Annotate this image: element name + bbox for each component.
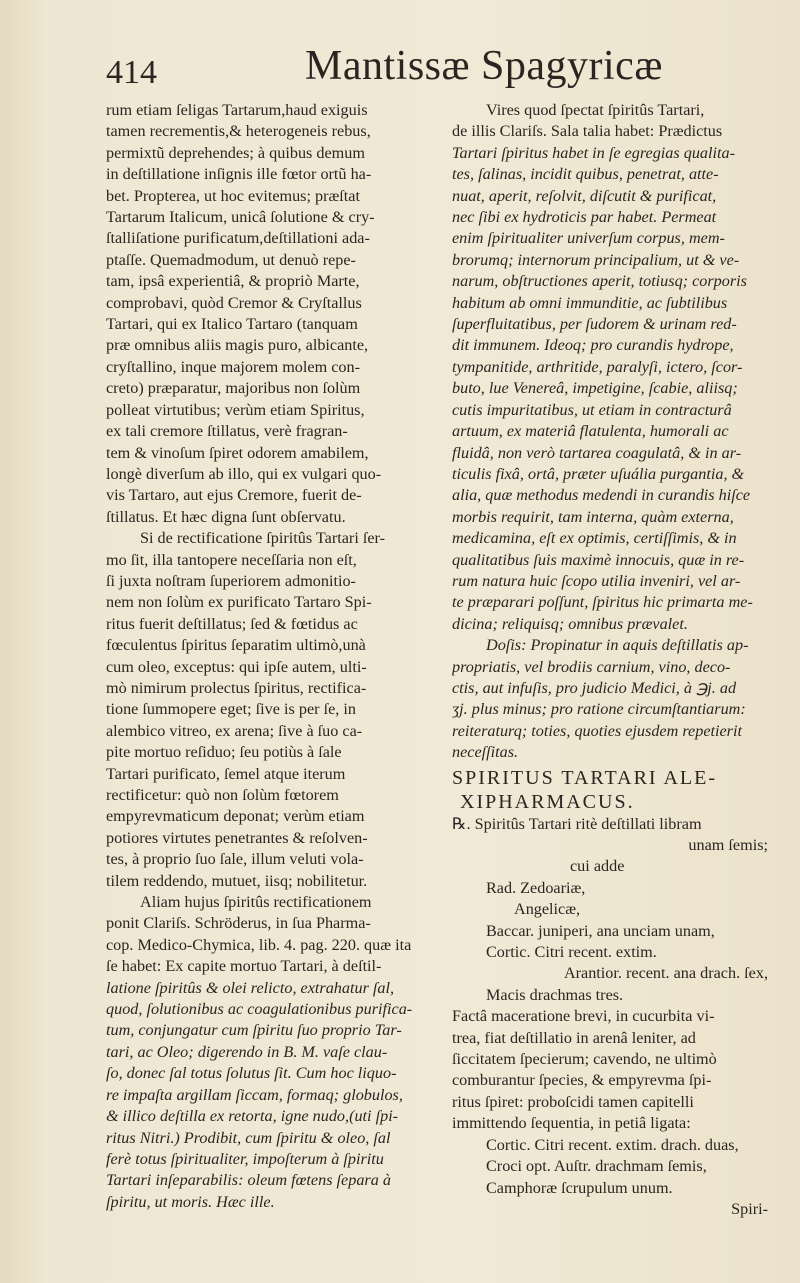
text-line: Doſis: Propinatur in aquis deſtillatis ap- [486, 636, 749, 655]
text-line: Tartari inſeparabilis: oleum fœtens ſepara à [106, 1171, 391, 1190]
text-line: ſtalliſatione purificatum,deſtillationi ada- [106, 229, 370, 248]
text-line: ritus fuerit deſtillatus; ſed & fœtidus ac [106, 614, 358, 633]
recipe-line: Angelicæ, [514, 900, 581, 919]
text-line: buto, lue Venereâ, impetigine, ſcabie, aliisq; [452, 379, 738, 398]
text-line: creto) præparatur, majoribus non ſolùm [106, 379, 361, 398]
text-line: ferè totus ſpiritualiter, impoſterum à ſpiritu [106, 1149, 384, 1168]
text-line: de illis Clariſs. Sala talia habet: Prædictus [452, 122, 723, 141]
text-line: ſi juxta noſtram ſuperiorem admonitio- [106, 571, 356, 590]
text-line: cum oleo, exceptus: qui ipſe autem, ulti- [106, 657, 367, 676]
text-line: enim ſpiritualiter univerſum corpus, mem- [452, 229, 725, 248]
text-line: Tartari purificato, ſemel atque iterum [106, 764, 346, 783]
text-line: polleat virtutibus; verùm etiam Spiritus, [106, 400, 365, 419]
text-line: medicamina, eſt ex optimis, certiſſimis, & in [452, 529, 737, 548]
recipe-line: trea, fiat deſtillatio in arenâ leniter, ad [452, 1028, 696, 1047]
text-line: quod, ſolutionibus ac coagulationibus purifica- [106, 1000, 413, 1019]
recipe-line: cui adde [570, 857, 625, 876]
text-line: Tartarum Italicum, unicâ ſolutione & cry- [106, 208, 375, 227]
catchword: Spiri- [731, 1199, 768, 1218]
text-line: tilem reddendo, mutuet, iisq; nobilitetur. [106, 871, 368, 890]
text-line: ʒj. plus minus; pro ratione circumſtantiarum: [452, 700, 746, 719]
page-number: 414 [106, 54, 157, 91]
text-line: in deſtillatione inſignis ille fœtor ortũ ha- [106, 165, 372, 184]
text-line: qualitatibus ſuis maximè innocuis, quæ in re- [452, 550, 745, 569]
text-line: præ omnibus aliis magis puro, albicante, [106, 336, 369, 355]
text-line: Vires quod ſpectat ſpiritûs Tartari, [486, 101, 705, 119]
text-line: comprobavi, quòd Cremor & Cryſtallus [106, 293, 362, 312]
text-line: pite mortuo reſiduo; ſeu potiùs à ſale [106, 743, 342, 762]
text-line: ponit Clariſs. Schröderus, in ſua Pharma- [106, 914, 371, 933]
recipe-line: ℞. Spiritûs Tartari ritè deſtillati libram [452, 814, 702, 833]
text-line: Tartari, qui ex Italico Tartaro (tanquam [106, 315, 358, 334]
text-line: rum natura huic ſcopo utilia inveniri, vel ar- [452, 571, 741, 590]
recipe-line: comburantur ſpecies, & empyrevma ſpi- [452, 1071, 712, 1090]
text-line: & illico deſtilla ex retorta, igne nudo,(uti ſpi- [106, 1107, 399, 1126]
text-line: latione ſpiritûs & olei relicto, extrahatur ſal, [106, 978, 395, 997]
text-line: tione ſummopere eget; ſive is per ſe, in [106, 700, 356, 719]
recipe-line: Cortic. Citri recent. extim. drach. duas, [486, 1135, 739, 1154]
text-line: tes, à proprio ſuo ſale, illum veluti vola- [106, 850, 364, 869]
text-line: ritus Nitri.) Prodibit, cum ſpiritu & oleo, ſal [106, 1128, 391, 1147]
text-line: habitum ab omni immunditie, ac ſubtilibus [452, 293, 728, 312]
text-line: artuum, ex materiâ flatulenta, humorali ac [452, 422, 729, 441]
recipe-line: ritus ſpiret: proboſcidi tamen capitelli [452, 1092, 694, 1111]
text-line: rum etiam ſeligas Tartarum,haud exiguis [106, 101, 368, 119]
text-line: morbis requirit, tam interna, quàm externa, [452, 507, 734, 526]
text-line: Tartari ſpiritus habet in ſe egregias qualita- [452, 143, 735, 162]
text-line: nem non ſolùm ex purificato Tartaro Spi- [106, 593, 372, 612]
right-column [452, 100, 772, 1220]
recipe-line: immittendo ſequentia, in petiâ ligata: [452, 1114, 691, 1133]
text-line: cutis impuritatibus, ut etiam in contracturâ [452, 400, 732, 419]
text-line: cop. Medico-Chymica, lib. 4. pag. 220. quæ ita [106, 935, 412, 954]
text-line: tum, conjungatur cum ſpiritu ſuo proprio Tar- [106, 1021, 402, 1040]
recipe-line: Factâ maceratione brevi, in cucurbita vi- [452, 1007, 715, 1026]
text-line: re impaſta argillam ſiccam, formaq; globulos, [106, 1085, 403, 1104]
text-line: Si de rectificatione ſpiritûs Tartari ſer- [140, 529, 386, 548]
text-line: ſtillatus. Et hæc digna ſunt obſervatu. [106, 507, 346, 526]
section-heading-line: XIPHARMACUS. [460, 790, 635, 813]
text-line: vis Tartaro, aut ejus Cremore, fuerit de- [106, 486, 362, 505]
text-line: mo ſit, illa tantopere neceſſaria non eſt, [106, 550, 357, 569]
text-line: te præparari poſſunt, ſpiritus hic primarta me- [452, 593, 753, 612]
text-line: nuat, aperit, reſolvit, diſcutit & purificat, [452, 186, 717, 205]
recipe-line: Camphoræ ſcrupulum unum. [486, 1178, 673, 1197]
left-column [106, 100, 436, 1213]
text-line: ptaſſe. Quemadmodum, ut denuò repe- [106, 250, 356, 269]
recipe-line: ſiccitatem ſpecierum; cavendo, ne ultimò [452, 1050, 717, 1069]
text-line: ſpiritu, ut moris. Hæc ille. [106, 1192, 275, 1211]
text-line: propriatis, vel brodiis carnium, vino, deco- [452, 657, 731, 676]
recipe-line: Cortic. Citri recent. extim. [486, 943, 657, 962]
page-header [100, 42, 720, 98]
text-line: cryſtallino, inque majorem molem con- [106, 357, 360, 376]
recipe-line: unam ſemis; [688, 836, 768, 854]
text-line: narum, obſtructiones aperit, totiusq; corporis [452, 272, 747, 291]
text-line: tympanitide, arthritide, paralyſi, ictero, ſcor- [452, 357, 743, 376]
text-line: tam, ipsâ experientiâ, & propriò Marte, [106, 272, 360, 291]
text-line: fœculentus ſpiritus ſeparatim ultimò,unà [106, 636, 366, 655]
text-line: potiores virtutes penetrantes & reſolven- [106, 828, 368, 847]
text-line: ex tali cremore ſtillatus, verè fragran- [106, 422, 348, 441]
text-line: mò nimirum prolectus ſpiritus, rectifica- [106, 678, 367, 697]
text-line: Aliam hujus ſpiritûs rectificationem [140, 893, 372, 912]
text-line: longè diverſum ab illo, qui ex vulgari quo- [106, 464, 382, 483]
text-line: tes, ſalinas, incidit quibus, penetrat, atte- [452, 165, 719, 184]
recipe-line: Croci opt. Auſtr. drachmam ſemis, [486, 1157, 707, 1176]
text-line: tari, ac Oleo; digerendo in B. M. vaſe clau- [106, 1042, 388, 1061]
recipe-line: Baccar. juniperi, ana unciam unam, [486, 921, 715, 940]
text-line: alia, quæ methodus medendi in curandis hiſce [452, 486, 751, 505]
text-line: fluidâ, non verò tartarea coagulatâ, & in ar- [452, 443, 742, 462]
running-title: Mantissæ Spagyricæ [305, 43, 663, 89]
text-line: tamen recrementis,& heterogeneis rebus, [106, 122, 371, 141]
text-line: ſo, donec ſal totus ſolutus ſit. Cum hoc liquo- [106, 1064, 397, 1083]
text-line: empyrevmaticum deponat; verùm etiam [106, 807, 365, 826]
text-line: nec ſibi ex hydroticis par habet. Permeat [452, 208, 717, 227]
text-line: dit immunem. Ideoq; pro curandis hydrope, [452, 336, 734, 355]
text-line: tem & vinoſum ſpiret odorem amabilem, [106, 443, 369, 462]
text-line: ſuperfluitatibus, per ſudorem & urinam red- [452, 315, 737, 334]
section-heading-line: SPIRITUS TARTARI ALE- [452, 766, 718, 789]
text-line: neceſſitas. [452, 743, 519, 762]
recipe-block [452, 814, 772, 1199]
text-line: ctis, aut infuſis, pro judicio Medici, à ℈j. ad [452, 678, 737, 697]
text-line: bet. Propterea, ut hoc evitemus; præſtat [106, 186, 360, 205]
text-line: brorumq; internorum principalium, ut & ve- [452, 250, 740, 269]
section-heading [452, 766, 772, 814]
recipe-line: Arantior. recent. ana drach. ſex, [563, 964, 768, 983]
text-line: rectificetur: quò non ſolùm fœtorem [106, 786, 339, 804]
recipe-line: Macis drachmas tres. [486, 985, 624, 1004]
right-text-block [452, 100, 772, 764]
text-line: alembico vitreo, ex arena; ſive à ſuo ca- [106, 721, 363, 740]
recipe-line: Rad. Zedoariæ, [486, 878, 586, 897]
text-line: reiteraturq; toties, quoties ejusdem repetierit [452, 721, 742, 740]
text-line: permixtũ deprehendes; à quibus demum [106, 143, 365, 162]
text-line: ticulis fixâ, ortâ, præter uſuália purgantia, & [452, 464, 745, 483]
text-line: ſe habet: Ex capite mortuo Tartari, à deſtil- [106, 957, 382, 976]
text-line: dicina; reliquisq; omnibus prævalet. [452, 614, 688, 633]
